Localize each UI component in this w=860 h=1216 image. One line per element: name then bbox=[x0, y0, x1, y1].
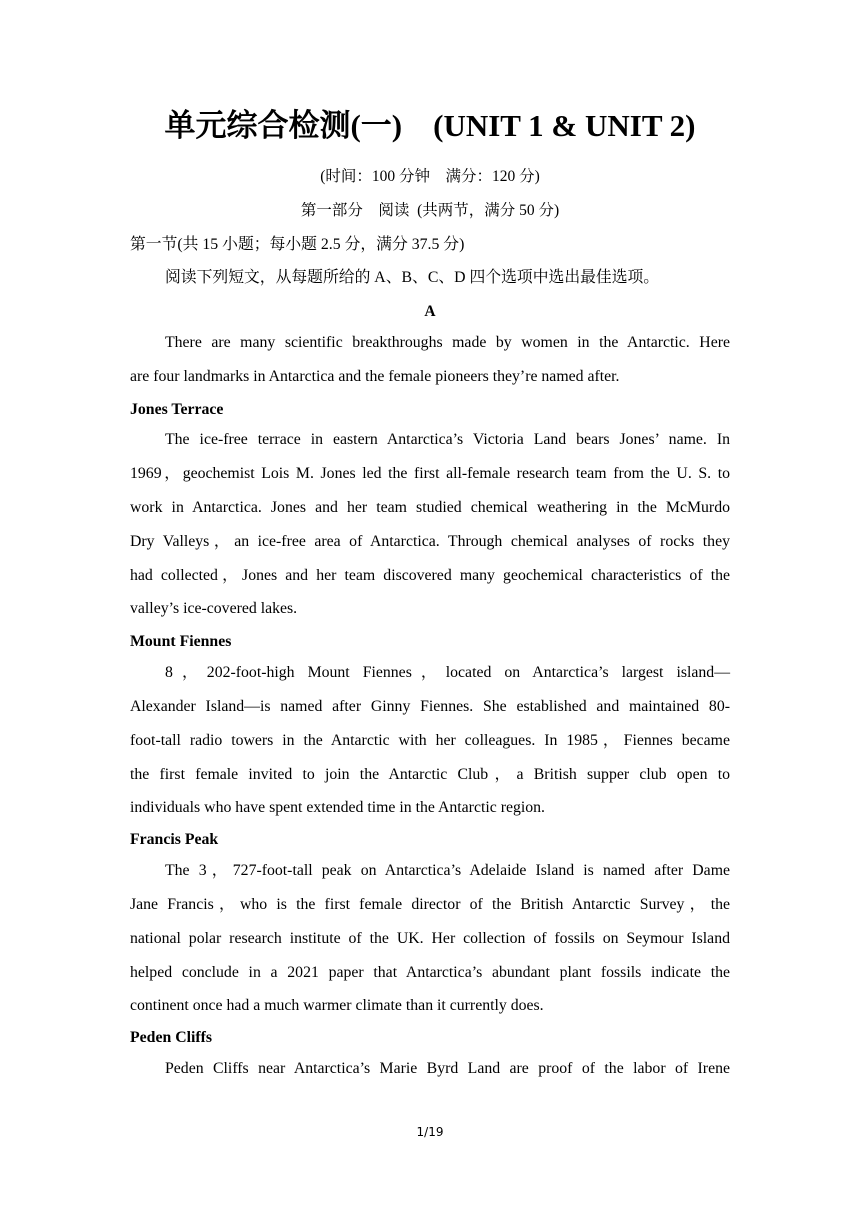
passage-label: A bbox=[424, 303, 436, 320]
paragraph-line: The ice-free terrace in eastern Antarctica’s Victoria Land bears Jones’ name. In bbox=[165, 431, 730, 448]
paragraph-line: the first female invited to join the Antarctic Club，a British supper club open to bbox=[130, 766, 730, 783]
section-heading-mount-fiennes: Mount Fiennes bbox=[130, 633, 232, 650]
instructions: 阅读下列短文，从每题所给的 A、B、C、D 四个选项中选出最佳选项。 bbox=[165, 269, 660, 286]
paragraph-line: individuals who have spent extended time in the Antarctic region. bbox=[130, 799, 545, 816]
intro-line: There are many scientific breakthroughs made by women in the Antarctic. Here bbox=[165, 334, 730, 351]
paragraph-line: helped conclude in a 2021 paper that Antarctica’s abundant plant fossils indicate the bbox=[130, 964, 730, 981]
paragraph-line: The 3，727-foot-tall peak on Antarctica’s Adelaide Island is named after Dame bbox=[165, 862, 730, 879]
page-title: 单元综合检测(一) (UNIT 1 & UNIT 2) bbox=[164, 108, 696, 143]
paragraph-line: work in Antarctica. Jones and her team studied chemical weathering in the McMurdo bbox=[130, 499, 730, 516]
paragraph-line: continent once had a much warmer climate than it currently does. bbox=[130, 997, 544, 1014]
section-heading-peden-cliffs: Peden Cliffs bbox=[130, 1029, 213, 1046]
page-number: 1/19 bbox=[416, 1125, 444, 1139]
paragraph-line: had collected，Jones and her team discovered many geochemical characteristics of the bbox=[130, 567, 730, 584]
paragraph-line: valley’s ice-covered lakes. bbox=[130, 600, 298, 617]
paragraph-line: foot-tall radio towers in the Antarctic with her colleagues. In 1985，Fiennes became bbox=[130, 732, 730, 749]
section-heading-francis-peak: Francis Peak bbox=[130, 831, 219, 848]
part-heading: 第一部分 阅读 (共两节，满分 50 分) bbox=[300, 202, 560, 219]
paragraph-line: Peden Cliffs near Antarctica’s Marie Byrd Land are proof of the labor of Irene bbox=[165, 1060, 730, 1077]
paragraph-line: Jane Francis，who is the first female director of the British Antarctic Survey，the bbox=[130, 896, 730, 913]
paragraph-line: Dry Valleys，an ice-free area of Antarctica. Through chemical analyses of rocks they bbox=[130, 533, 730, 550]
section-heading-jones-terrace: Jones Terrace bbox=[130, 401, 224, 418]
paragraph-line: national polar research institute of the UK. Her collection of fossils on Seymour Island bbox=[130, 930, 730, 947]
intro-line: are four landmarks in Antarctica and the female pioneers they’re named after. bbox=[130, 368, 620, 385]
paragraph-line: 1969，geochemist Lois M. Jones led the first all-female research team from the U. S. to bbox=[130, 465, 730, 482]
section-heading: 第一节(共 15 小题；每小题 2.5 分，满分 37.5 分) bbox=[130, 236, 465, 253]
exam-info: (时间：100 分钟 满分：120 分) bbox=[320, 168, 540, 185]
paragraph-line: Alexander Island—is named after Ginny Fiennes. She established and maintained 80- bbox=[130, 698, 730, 715]
paragraph-line: 8，202-foot-high Mount Fiennes，located on Antarctica’s largest island— bbox=[165, 664, 730, 681]
